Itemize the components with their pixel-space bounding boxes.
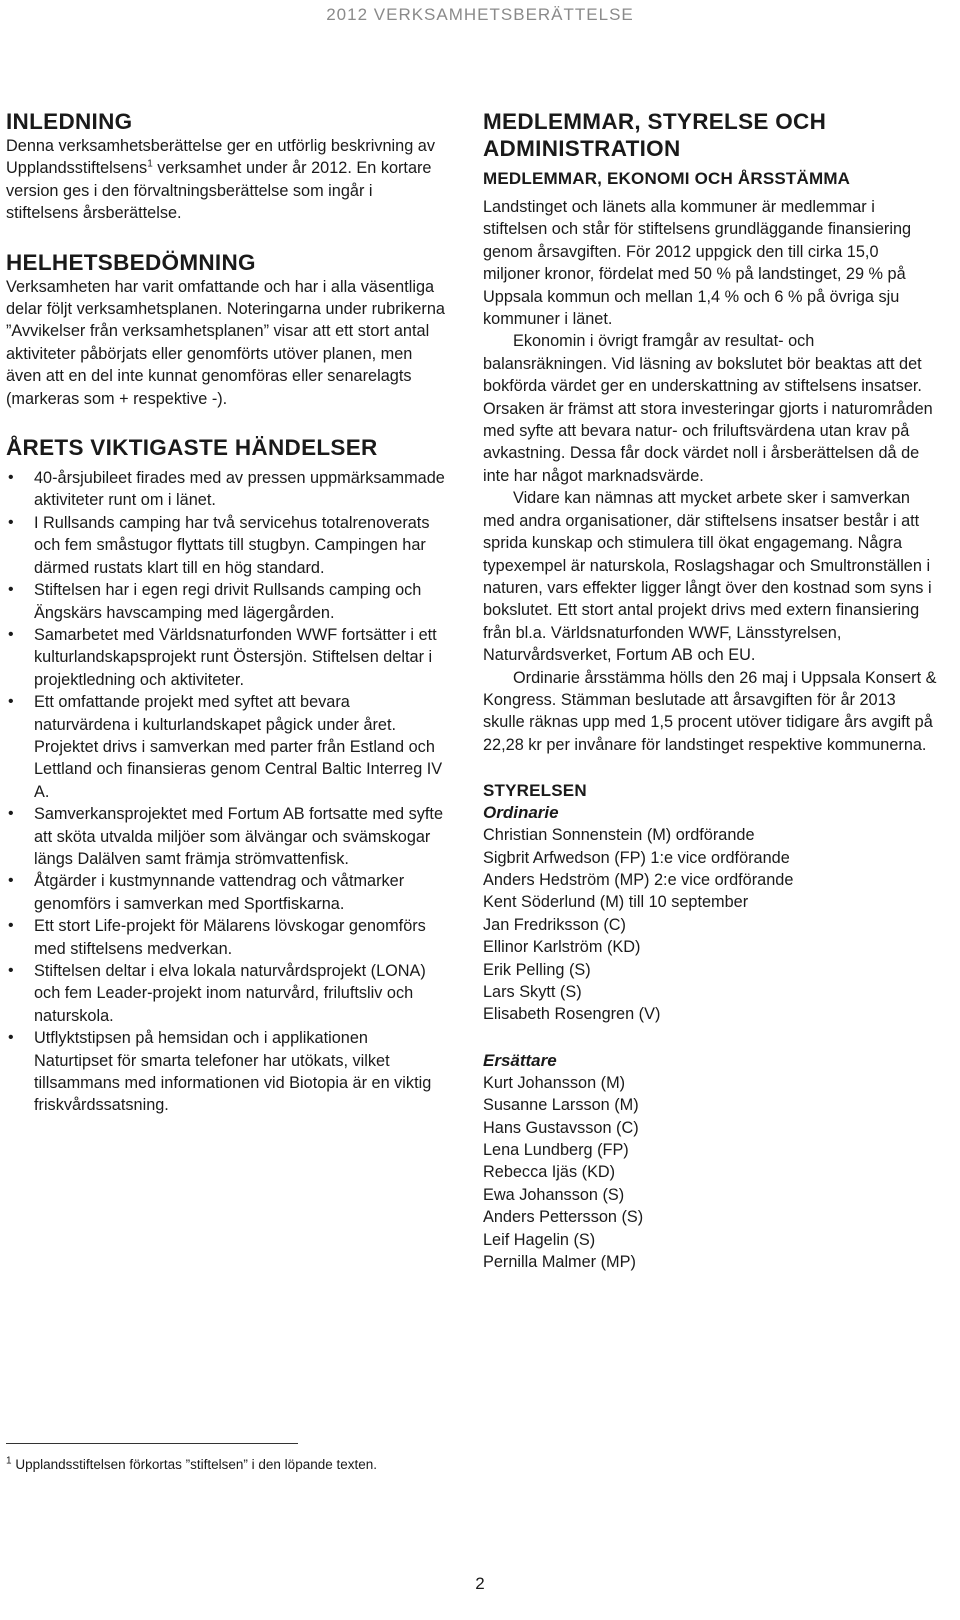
list-item: • Stiftelsen deltar i elva lokala naturvårdsprojekt (LONA) och fem Leader-projekt inom naturvård, friluftsliv och naturskola. (6, 960, 448, 1027)
page-number: 2 (475, 1574, 485, 1593)
heading-helhetsbedomning: HELHETSBEDÖMNING (6, 249, 256, 275)
members-paragraph: Ordinarie årsstämma hölls den 26 maj i Uppsala Konsert & Kongress. Stämman beslutade att årsavgiften för år 2013 skulle räknas upp med 1,5 procent utöver tidigare års avgift på 22,28 kr per invånare för landstinget respektive kommunerna. (483, 668, 937, 754)
list-item: • Samarbetet med Världsnaturfonden WWF fortsätter i ett kulturlandskapsprojekt runt Östersjön. Stiftelsen deltar i projektledning och aktiviteter. (6, 624, 448, 691)
running-header: 2012 VERKSAMHETSBERÄTTELSE (326, 5, 634, 24)
heading-styrelsen: STYRELSEN (483, 781, 587, 801)
ordinary-members-list (483, 824, 939, 1026)
list-item: Rebecca Ijäs (KD) (483, 1163, 616, 1182)
intro-text-start: Denna verksamhetsberättelse ger en utförlig beskrivning av Upplandsstiftelsens (6, 137, 435, 178)
list-item: Sigbrit Arfwedson (FP) 1:e vice ordförande (483, 848, 790, 867)
events-list (6, 467, 448, 1117)
members-paragraph: Landstinget och länets alla kommuner är medlemmar i stiftelsen och står för stiftelsens grundläggande finansiering genom årsavgiften. För 2012 uppgick den till cirka 15,0 miljoner kronor, fördelat med 50 % på landstinget, 29 % på Uppsala kommun och mellan 1,4 % och 6 % på övriga sju kommuner i länet. (483, 198, 912, 329)
list-item: • I Rullsands camping har två servicehus totalrenoverats och fem småstugor flyttats till stugbyn. Campingen har därmed rustats klart till en hög standard. (6, 512, 448, 579)
footnote (6, 1456, 377, 1474)
list-item: Jan Fredriksson (C) (483, 915, 626, 934)
list-item: Ellinor Karlström (KD) (483, 938, 641, 957)
list-item: Susanne Larsson (M) (483, 1096, 639, 1115)
right-column (483, 108, 939, 1273)
footnote-divider (6, 1443, 298, 1444)
list-item: Erik Pelling (S) (483, 960, 591, 979)
footnote-text: Upplandsstiftelsen förkortas ”stiftelsen” i den löpande texten. (11, 1457, 378, 1472)
intro-text-end: verksamhet under år 2012. En kortare version ges i den förvaltningsberättelse som ingår i stiftelsens årsberättelse. (6, 159, 432, 223)
overall-paragraph: Verksamheten har varit omfattande och har i alla väsentliga delar följt verksamhetsplanen. Noteringarna under rubrikerna ”Avvikelser från verksamhetsplanen” visar att ett stort antal aktiviteter påbörjats eller genomförts utöver planen, men även att en del inte kunnat genomföras eller senarelagts (markeras som + respektive -). (6, 277, 445, 408)
list-item: Lars Skytt (S) (483, 983, 582, 1001)
list-item: Elisabeth Rosengren (V) (483, 1005, 661, 1024)
list-item: Lena Lundberg (FP) (483, 1141, 629, 1160)
list-item: Pernilla Malmer (MP) (483, 1253, 636, 1272)
list-item: • Utflyktstipsen på hemsidan och i applikationen Naturtipset för smarta telefoner har utökats, vilket tillsammans med informationen vid Biotopia är en viktig friskvårdssatsning. (6, 1027, 448, 1117)
heading-medlemmar-styrelse: MEDLEMMAR, STYRELSE OCH ADMINISTRATION (483, 109, 827, 161)
heading-inledning: INLEDNING (6, 109, 133, 134)
list-item: Anders Hedström (MP) 2:e vice ordförande (483, 870, 794, 889)
deputy-label: Ersättare (483, 1050, 557, 1070)
list-item: • Samverkansprojektet med Fortum AB fortsatte med syfte att sköta utvalda miljöer som älvängar och svämskogar längs Dalälven samt främja strömvattenfisk. (6, 803, 448, 870)
deputy-members-list (483, 1072, 939, 1274)
members-paragraph: Ekonomin i övrigt framgår av resultat- och balansräkningen. Vid läsning av bokslutet bör beaktas att det bokförda värdet ger en underskattning av stiftelsens insatser. Orsaken är främst att stora investeringar gjorts i naturområden med syfte att bevara natur- och friluftsvärdena utan krav på avkastning. Dessa får dock värdet noll i årsberättelsen då de inte har något marknadsvärde. (483, 332, 933, 485)
subheading-medlemmar-ekonomi: MEDLEMMAR, EKONOMI OCH ÅRSSTÄMMA (483, 169, 851, 188)
left-column (6, 108, 448, 1117)
list-item: Leif Hagelin (S) (483, 1230, 596, 1249)
list-item: • Ett stort Life-projekt för Mälarens lövskogar genomförs med stiftelsens medverkan. (6, 915, 448, 960)
list-item: Anders Pettersson (S) (483, 1208, 644, 1227)
list-item: • 40-årsjubileet firades med av pressen uppmärksammade aktiviteter runt om i länet. (6, 467, 448, 512)
list-item: • Åtgärder i kustmynnande vattendrag och våtmarker genomförs i samverkan med Sportfiskarna. (6, 870, 448, 915)
members-paragraph: Vidare kan nämnas att mycket arbete sker i samverkan med andra organisationer, där stiftelsens insatser består i att sprida kunskap och stimulera till ökat engagemang. Några typexempel är naturskola, Roslagshagar och Smultronställen i naturen, vars effekter ligger långt över den kostnad som syns i bokslutet. Ett stort antal projekt drivs med extern finansiering från bl.a. Världsnaturfonden WWF, Länsstyrelsen, Naturvårdsverket, Fortum AB och EU. (483, 489, 932, 665)
footnote-marker: 1 (6, 1455, 12, 1467)
list-item: • Stiftelsen har i egen regi drivit Rullsands camping och Ängskärs havscamping med lägergården. (6, 579, 448, 624)
list-item: Hans Gustavsson (C) (483, 1118, 639, 1137)
footnote-ref[interactable]: 1 (147, 158, 153, 170)
list-item: • Ett omfattande projekt med syftet att bevara naturvärdena i kulturlandskapet pågick under året. Projektet drivs i samverkan med parter från Estland och Lettland och finansieras genom Central Baltic Interreg IV A. (6, 691, 448, 803)
list-item: Kurt Johansson (M) (483, 1073, 626, 1092)
list-item: Christian Sonnenstein (M) ordförande (483, 826, 755, 845)
list-item: Ewa Johansson (S) (483, 1185, 625, 1204)
heading-viktigaste-handelser: ÅRETS VIKTIGASTE HÄNDELSER (6, 435, 378, 461)
intro-paragraph (6, 135, 448, 225)
list-item: Kent Söderlund (M) till 10 september (483, 893, 749, 912)
ordinary-label: Ordinarie (483, 803, 559, 823)
